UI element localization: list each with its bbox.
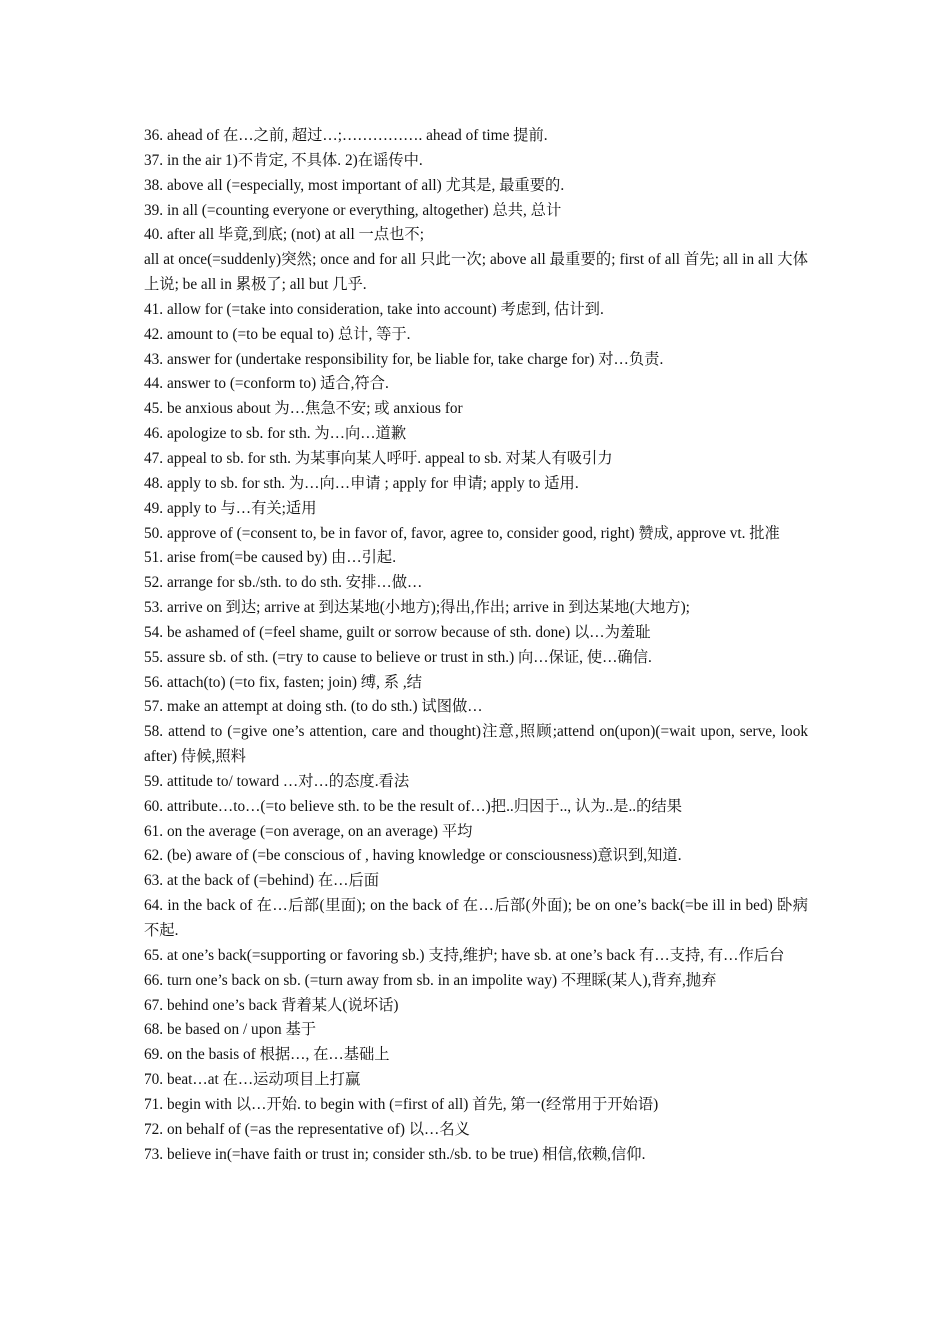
entry-49: 49. apply to 与…有关;适用 [144, 499, 317, 517]
entry-62: 62. (be) aware of (=be conscious of , having knowledge or consciousness)意识到,知道. [144, 847, 682, 865]
entry-66: 66. turn one’s back on sb. (=turn away from sb. in an impolite way) 不理睬(某人),背弃,抛弃 [144, 971, 717, 989]
entry-41: 41. allow for (=take into consideration, take into account) 考虑到, 估计到. [144, 300, 604, 318]
entry-58: 58. attend to (=give one’s attention, care and thought)注意,照顾;attend on(upon)(=wait upon, serve, look after) 侍候,照料 [144, 723, 808, 766]
entry-64: 64. in the back of 在…后部(里面); on the back of 在…后部(外面); be on one’s back(=be ill in bed) 卧病不起. [144, 897, 808, 939]
entry-40-continued: all at once(=suddenly)突然; once and for all 只此一次; above all 最重要的; first of all 首先; all in all 大体上说; be all in 累极了; all but 几乎. [144, 251, 808, 294]
entry-52: 52. arrange for sb./sth. to do sth. 安排…做… [144, 574, 423, 592]
entry-55: 55. assure sb. of sth. (=try to cause to believe or trust in sth.) 向…保证, 使…确信. [144, 648, 652, 666]
entry-39: 39. in all (=counting everyone or everything, altogether) 总共, 总计 [144, 201, 562, 219]
entry-72: 72. on behalf of (=as the representative of) 以…名义 [144, 1120, 470, 1138]
entry-46: 46. apologize to sb. for sth. 为…向…道歉 [144, 425, 407, 443]
entry-57: 57. make an attempt at doing sth. (to do sth.) 试图做… [144, 698, 483, 716]
entry-73: 73. believe in(=have faith or trust in; consider sth./sb. to be true) 相信,依赖,信仰. [144, 1145, 646, 1163]
entry-59: 59. attitude to/ toward …对…的态度.看法 [144, 772, 410, 790]
entry-56: 56. attach(to) (=to fix, fasten; join) 缚, 系 ,结 [144, 673, 422, 691]
entry-47: 47. appeal to sb. for sth. 为某事向某人呼吁. appeal to sb. 对某人有吸引力 [144, 449, 613, 467]
entry-36: 36. ahead of 在…之前, 超过…;……………. ahead of time 提前. [144, 127, 548, 144]
entry-68: 68. be based on / upon 基于 [144, 1021, 317, 1039]
entry-43: 43. answer for (undertake responsibility for, be liable for, take charge for) 对…负责. [144, 350, 664, 368]
entry-54: 54. be ashamed of (=feel shame, guilt or sorrow because of sth. done) 以…为羞耻 [144, 623, 651, 641]
entry-60: 60. attribute…to…(=to believe sth. to be the result of…)把..归因于.., 认为..是..的结果 [144, 797, 682, 815]
entry-38: 38. above all (=especially, most important of all) 尤其是, 最重要的. [144, 176, 565, 194]
entry-51: 51. arise from(=be caused by) 由…引起. [144, 549, 397, 567]
entry-42: 42. amount to (=to be equal to) 总计, 等于. [144, 325, 411, 343]
entry-71: 71. begin with 以…开始. to begin with (=first of all) 首先, 第一(经常用于开始语) [144, 1095, 659, 1113]
entry-48: 48. apply to sb. for sth. 为…向…申请 ; apply for 申请; apply to 适用. [144, 474, 579, 492]
entry-53: 53. arrive on 到达; arrive at 到达某地(小地方);得出,作出; arrive in 到达某地(大地方); [144, 599, 690, 617]
entry-63: 63. at the back of (=behind) 在…后面 [144, 872, 380, 890]
entry-65: 65. at one’s back(=supporting or favoring sb.) 支持,维护; have sb. at one’s back 有…支持, 有…作后台 [144, 946, 785, 964]
entry-50: 50. approve of (=consent to, be in favor of, favor, agree to, consider good, right) 赞成, approve vt. 批准 [144, 524, 780, 542]
entry-40: 40. after all 毕竟,到底; (not) at all 一点也不; [144, 226, 424, 244]
entry-61: 61. on the average (=on average, on an average) 平均 [144, 822, 473, 840]
entry-67: 67. behind one’s back 背着某人(说坏话) [144, 996, 399, 1014]
entry-69: 69. on the basis of 根据…, 在…基础上 [144, 1046, 390, 1064]
entry-37: 37. in the air 1)不肯定, 不具体. 2)在谣传中. [144, 151, 423, 169]
entry-44: 44. answer to (=conform to) 适合,符合. [144, 375, 389, 393]
document-page [144, 124, 808, 1167]
entry-70: 70. beat…at 在…运动项目上打赢 [144, 1071, 361, 1089]
entry-45: 45. be anxious about 为…焦急不安; 或 anxious for [144, 400, 463, 418]
